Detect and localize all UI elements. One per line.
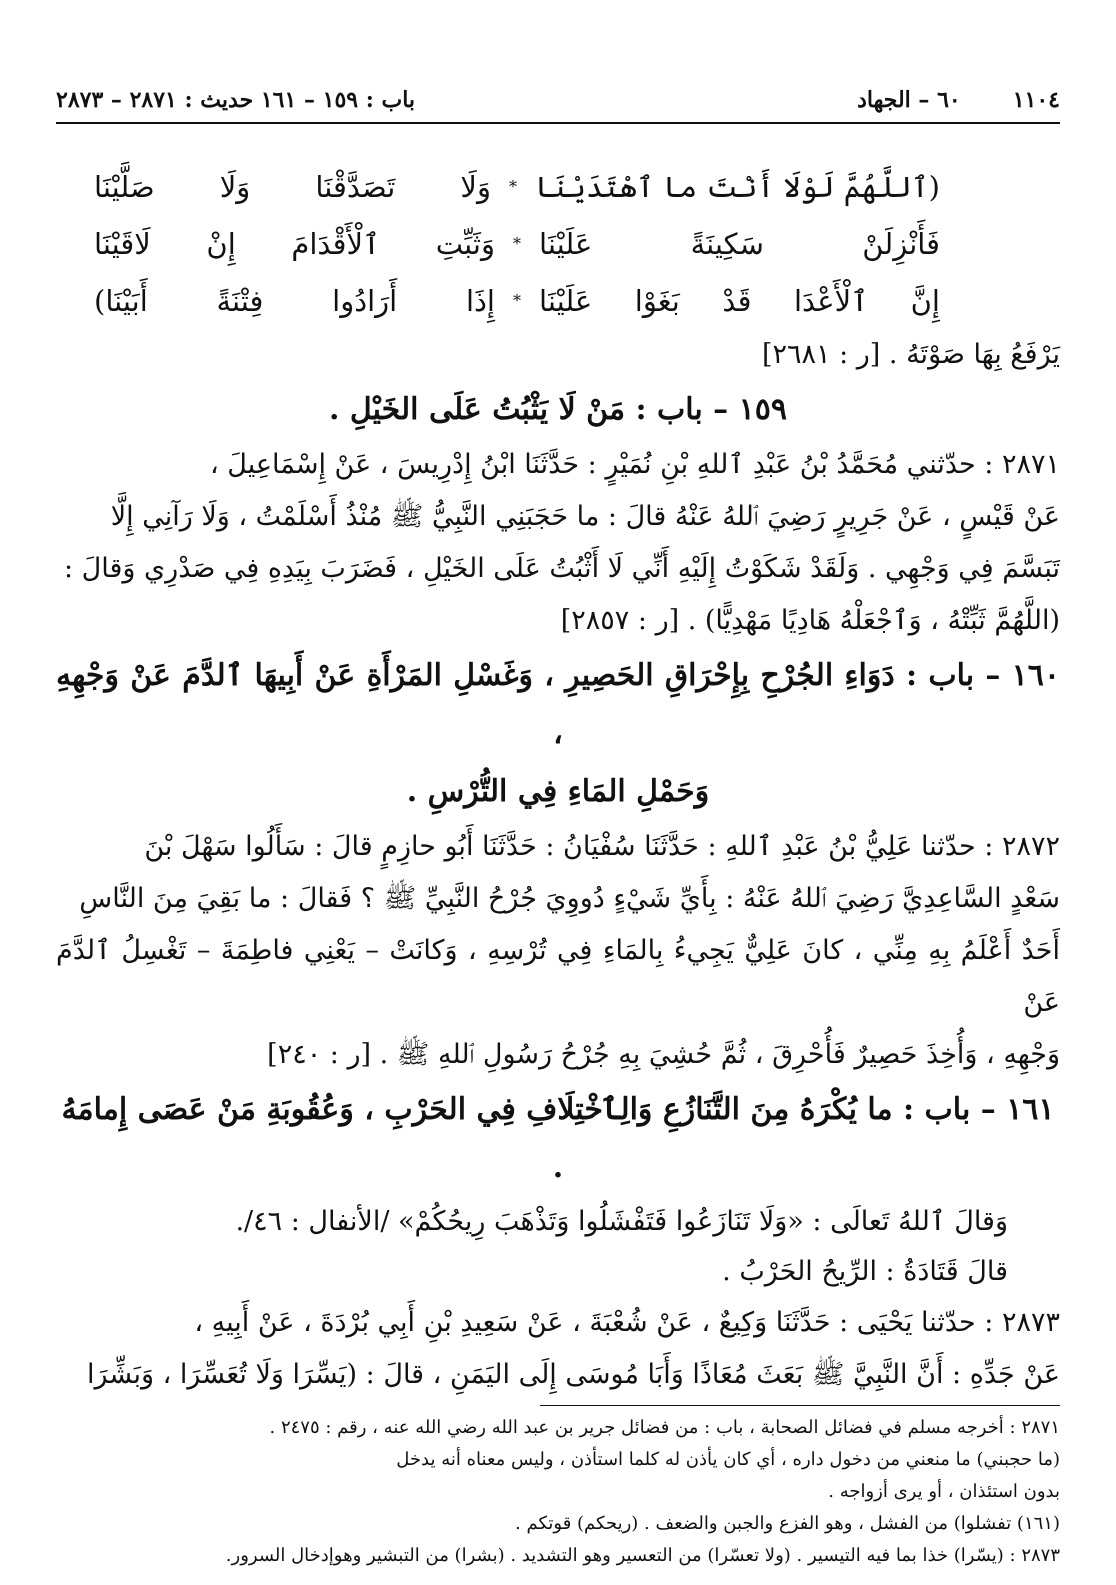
page-body <box>56 158 1060 1572</box>
hadith-range: باب : ١٥٩ – ١٦١ حديث : ٢٨٧١ – ٢٨٧٣ <box>56 87 416 113</box>
poem-verse <box>94 272 940 329</box>
verse-first-hemistich: (ٱللَّهُمَّ لَوْلَا أَنْتَ ما ٱهْتَدَيْنَا <box>534 169 940 204</box>
hadith-2871-line: (اللَّهُمَّ ثَبِّتْهُ ، وَٱجْعَلْهُ هَادِيًا مَهْدِيًّا) . [ر : ٢٨٥٧] <box>560 605 1060 636</box>
hadith-2871-line: عَنْ قَيْسٍ ، عَنْ جَرِيرٍ رَضِيَ ٱللهُ عَنْهُ قالَ : ما حَجَبَنِي النَّبِيُّ ﷺ مُنْذُ أَسْلَمْتُ ، وَلَا رَآنِي إِلَّا <box>110 501 1060 532</box>
hadith-2872-line: ٢٨٧٢ : حدّثنا عَلِيُّ بْنُ عَبْدِ ٱللهِ : حَدَّثَنَا سُفْيَانُ : حَدَّثَنَا أَبُو حازِمٍ قالَ : سَأَلُوا سَهْلَ بْنَ <box>144 831 1060 862</box>
chapter-heading-161: ١٦١ – باب : ما يُكْرَهُ مِنَ التَّنَازُعِ وَالِٱخْتِلَافِ فِي الحَرْبِ ، وَعُقُوبَةِ مَنْ عَصَى إِمامَهُ . <box>61 1092 1055 1185</box>
poem-verse <box>94 215 940 272</box>
running-header <box>56 78 1060 124</box>
footnote-2871-gloss: (ما حجبني) ما منعني من دخول داره ، أي كان يأذن له كلما استأذن ، وليس معناه أنه يدخل <box>396 1449 1060 1470</box>
verse-second-hemistich: وَلَا تَصَدَّقْنَا وَلَا صَلَّيْنَا <box>94 169 491 204</box>
hadith-2872-line: أَحَدٌ أَعْلَمُ بِهِ مِنِّي ، كانَ عَلِيٌّ يَجِيءُ بِالمَاءِ فِي تُرْسِهِ ، وَكانَتْ – يَعْنِي فاطِمَةَ – تَغْسِلُ ٱلدَّمَ عَنْ <box>56 935 1060 1018</box>
verse-first-hemistich: إِنَّ ٱلْأَعْدَا قَدْ بَغَوْا عَلَيْنَا <box>539 283 940 318</box>
chapter-heading-159: ١٥٩ – باب : مَنْ لَا يَثْبُتُ عَلَى الخَيْلِ . <box>329 392 787 427</box>
verse-separator: * <box>508 177 517 196</box>
footnote-2873: ٢٨٧٣ : (يسّرا) خذا بما فيه التيسير . (ولا تعسّرا) من التعسير وهو التشديد . (بشرا) من التبشير وهوإدخال السرور. <box>225 1545 1060 1566</box>
verse-second-hemistich: إِذَا أَرَادُوا فِتْنَةً أَبَيْنَا) <box>94 283 495 318</box>
verse-second-hemistich: وَثَبِّتِ ٱلْأَقْدَامَ إِنْ لَاقَيْنَا <box>94 226 495 261</box>
hadith-2873-line: عَنْ جَدِّهِ : أَنَّ النَّبِيَّ ﷺ بَعَثَ مُعَاذًا وَأَبَا مُوسَى إِلَى اليَمَنِ ، قالَ : (يَسِّرَا وَلَا تُعَسِّرَا ، وَبَشِّرَا <box>86 1359 1060 1390</box>
hadith-2871-line: تَبَسَّمَ فِي وَجْهِي . وَلَقَدْ شَكَوْتُ إِلَيْهِ أَنِّي لَا أَثْبُتُ عَلَى الخَيْلِ ، فَضَرَبَ بِيَدِهِ فِي صَدْرِي وَقالَ : <box>63 553 1060 584</box>
verse-separator: * <box>513 291 521 310</box>
page-number: ١١٠٤ <box>1012 87 1060 113</box>
hadith-2871-line: ٢٨٧١ : حدّثني مُحَمَّدُ بْنُ عَبْدِ ٱللهِ بْنِ نُمَيْرٍ : حَدَّثَنَا ابْنُ إِدْرِيسَ ، عَنْ إِسْمَاعِيلَ ، <box>209 449 1060 480</box>
verse-separator: * <box>513 234 521 253</box>
hadith-2873-line: ٢٨٧٣ : حدّثنا يَحْيَى : حَدَّثَنَا وَكِيعٌ ، عَنْ شُعْبَةَ ، عَنْ سَعِيدِ بْنِ أَبِي بُرْدَةَ ، عَنْ أَبِيهِ ، <box>194 1307 1060 1338</box>
footnote-161: (١٦١) تفشلوا) من الفشل ، وهو الفزع والجبن والضعف . (ريحكم) قوتكم . <box>515 1513 1060 1534</box>
poem-verse <box>94 158 940 215</box>
footnote-2871: ٢٨٧١ : أخرجه مسلم في فضائل الصحابة ، باب : من فضائل جرير بن عبد الله رضي الله عنه ، رقم : ٢٤٧٥ . <box>269 1417 1060 1438</box>
hadith-2872-line: سَعْدٍ السَّاعِدِيَّ رَضِيَ ٱللهُ عَنْهُ : بِأَيِّ شَيْءٍ دُووِيَ جُرْحُ النَّبِيِّ ﷺ ؟ فَقالَ : ما بَقِيَ مِنَ النَّاسِ <box>79 883 1060 914</box>
poem <box>56 158 1060 329</box>
footnote-2871-gloss-cont: بدون استئذان ، أو يرى أزواجه . <box>828 1481 1060 1502</box>
chapter-heading-160: ١٦٠ – باب : دَوَاءِ الجُرْحِ بِإِحْرَاقِ الحَصِيرِ ، وَغَسْلِ المَرْأَةِ عَنْ أَبِيهَا ٱلدَّمَ عَنْ وَجْهِهِ ، <box>56 658 1060 751</box>
quran-citation: وَقالَ ٱللهُ تَعالَى : «وَلَا تَنَازَعُوا فَتَفْشَلُوا وَتَذْهَبَ رِيحُكُمْ» /الأنفال : ٤٦/. <box>235 1206 1008 1237</box>
chapter-title: ٦٠ – الجهاد <box>857 87 961 113</box>
footnote-divider <box>540 1405 1060 1406</box>
hadith-2872-line: وَجْهِهِ ، وَأُخِذَ حَصِيرٌ فَأُحْرِقَ ، ثُمَّ حُشِيَ بِهِ جُرْحُ رَسُولِ ٱللهِ ﷺ . [ر : ٢٤٠] <box>267 1039 1060 1070</box>
verse-first-hemistich: فَأَنْزِلَنْ سَكِينَةً عَلَيْنَا <box>539 226 940 261</box>
chapter-heading-160-cont: وَحَمْلِ المَاءِ فِي التُّرْسِ . <box>406 774 710 809</box>
poem-end-line: يَرْفَعُ بِهَا صَوْتَهُ . [ر : ٢٦٨١] <box>761 339 1060 370</box>
qatada-note: قالَ قَتَادَةُ : الرِّيحُ الحَرْبُ . <box>722 1256 1008 1287</box>
